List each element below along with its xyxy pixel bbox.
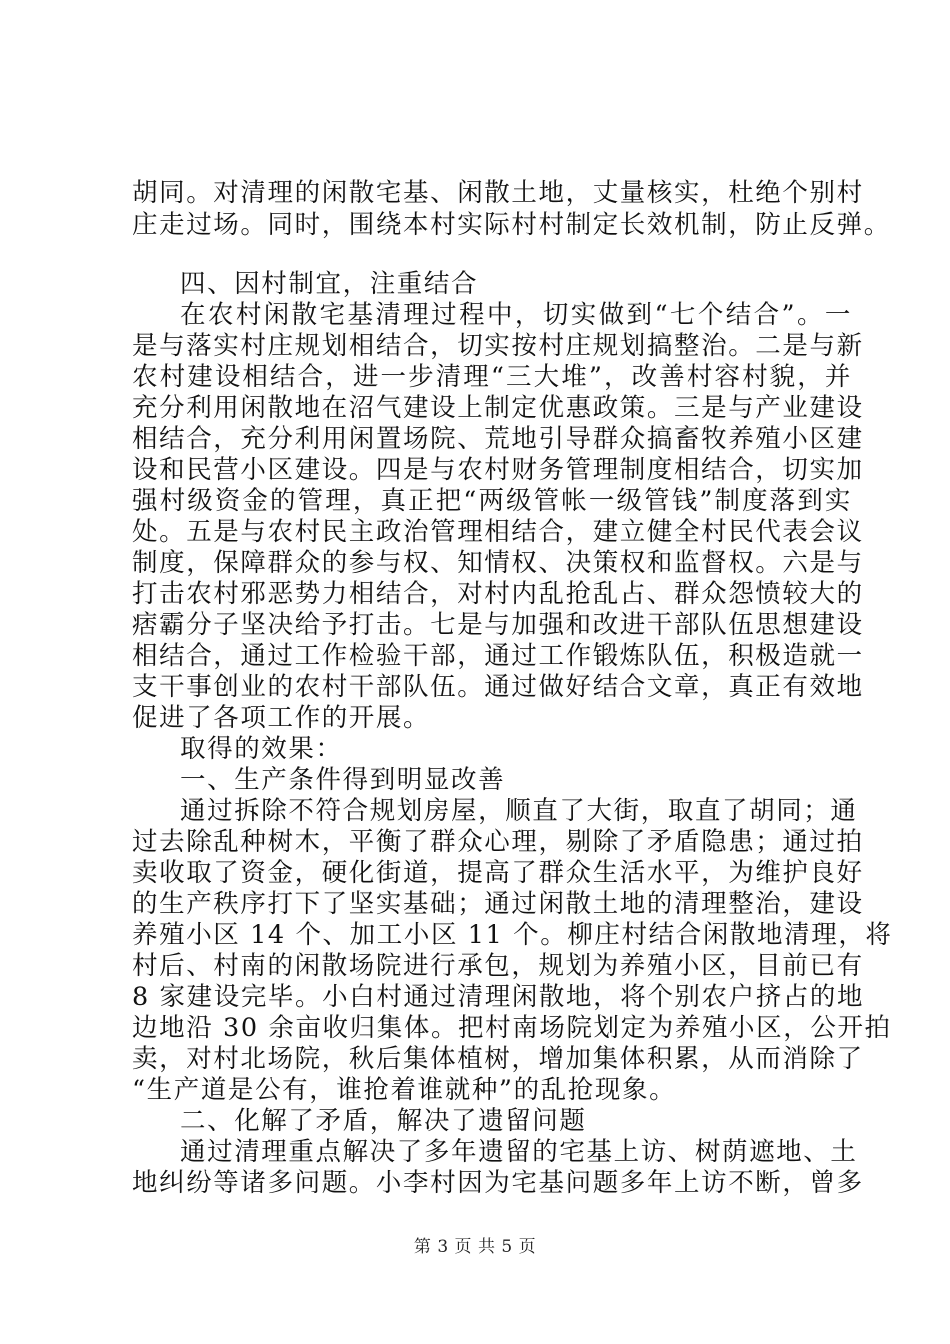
body-text-line: 的生产秩序打下了坚实基础；通过闲散土地的清理整治，建设 (132, 889, 864, 919)
section-heading: 取得的效果： (180, 734, 343, 764)
body-text-line: 庄走过场。同时，围绕本村实际村村制定长效机制，防止反弹。 (132, 210, 891, 240)
body-text-line: 痞霸分子坚决给予打击。七是与加强和改进干部队伍思想建设 (132, 610, 864, 640)
body-text-line: 充分利用闲散地在沼气建设上制定优惠政策。三是与产业建设 (132, 393, 864, 423)
body-text-line: 处。五是与农村民主政治管理相结合，建立健全村民代表会议 (132, 517, 864, 547)
body-text-line: 在农村闲散宅基清理过程中，切实做到“七个结合”。一 (180, 300, 852, 330)
body-text-line: 通过清理重点解决了多年遗留的宅基上访、树荫遮地、土 (180, 1137, 858, 1167)
body-text-line: 养殖小区 14 个、加工小区 11 个。柳庄村结合闲散地清理，将 (132, 920, 893, 950)
body-text-line: 边地沿 30 余亩收归集体。把村南场院划定为养殖小区，公开拍 (132, 1013, 892, 1043)
body-text-line: 8 家建设完毕。小白村通过清理闲散地，将个别农户挤占的地 (132, 982, 865, 1012)
body-text-line: 村后、村南的闲散场院进行承包，规划为养殖小区，目前已有 (132, 951, 864, 981)
body-text-line: 是与落实村庄规划相结合，切实按村庄规划搞整治。二是与新 (132, 331, 864, 361)
body-text-line: 相结合，充分利用闲置场院、荒地引导群众搞畜牧养殖小区建 (132, 424, 864, 454)
body-text-line: 卖收取了资金，硬化街道，提高了群众生活水平，为维护良好 (132, 858, 864, 888)
body-text-line: 地纠纷等诸多问题。小李村因为宅基问题多年上访不断，曾多 (132, 1168, 864, 1198)
body-text-line: 胡同。对清理的闲散宅基、闲散土地，丈量核实，杜绝个别村 (132, 178, 864, 208)
section-heading: 四、因村制宜，注重结合 (180, 269, 479, 299)
body-text-line: 农村建设相结合，进一步清理“三大堆”，改善村容村貌，并 (132, 362, 852, 392)
body-text-line: 通过拆除不符合规划房屋，顺直了大街，取直了胡同；通 (180, 796, 858, 826)
section-heading: 二、化解了矛盾，解决了遗留问题 (180, 1106, 587, 1136)
body-text-line: 设和民营小区建设。四是与农村财务管理制度相结合，切实加 (132, 455, 864, 485)
body-text-line: 促进了各项工作的开展。 (132, 703, 431, 733)
section-heading: 一、生产条件得到明显改善 (180, 765, 506, 795)
body-text-line: 打击农村邪恶势力相结合，对村内乱抢乱占、群众怨愤较大的 (132, 579, 864, 609)
body-text-line: 强村级资金的管理，真正把“两级管帐一级管钱”制度落到实 (132, 486, 852, 516)
body-text-line: “生产道是公有，谁抢着谁就种”的乱抢现象。 (132, 1075, 677, 1105)
body-text-line: 支干事创业的农村干部队伍。通过做好结合文章，真正有效地 (132, 672, 864, 702)
body-text-line: 制度，保障群众的参与权、知情权、决策权和监督权。六是与 (132, 548, 864, 578)
body-text-line: 相结合，通过工作检验干部，通过工作锻炼队伍，积极造就一 (132, 641, 864, 671)
body-text-line: 卖，对村北场院，秋后集体植树，增加集体积累，从而消除了 (132, 1044, 864, 1074)
page-number-footer: 第 3 页 共 5 页 (413, 1237, 537, 1257)
body-text-line: 过去除乱种树木，平衡了群众心理，剔除了矛盾隐患；通过拍 (132, 827, 864, 857)
